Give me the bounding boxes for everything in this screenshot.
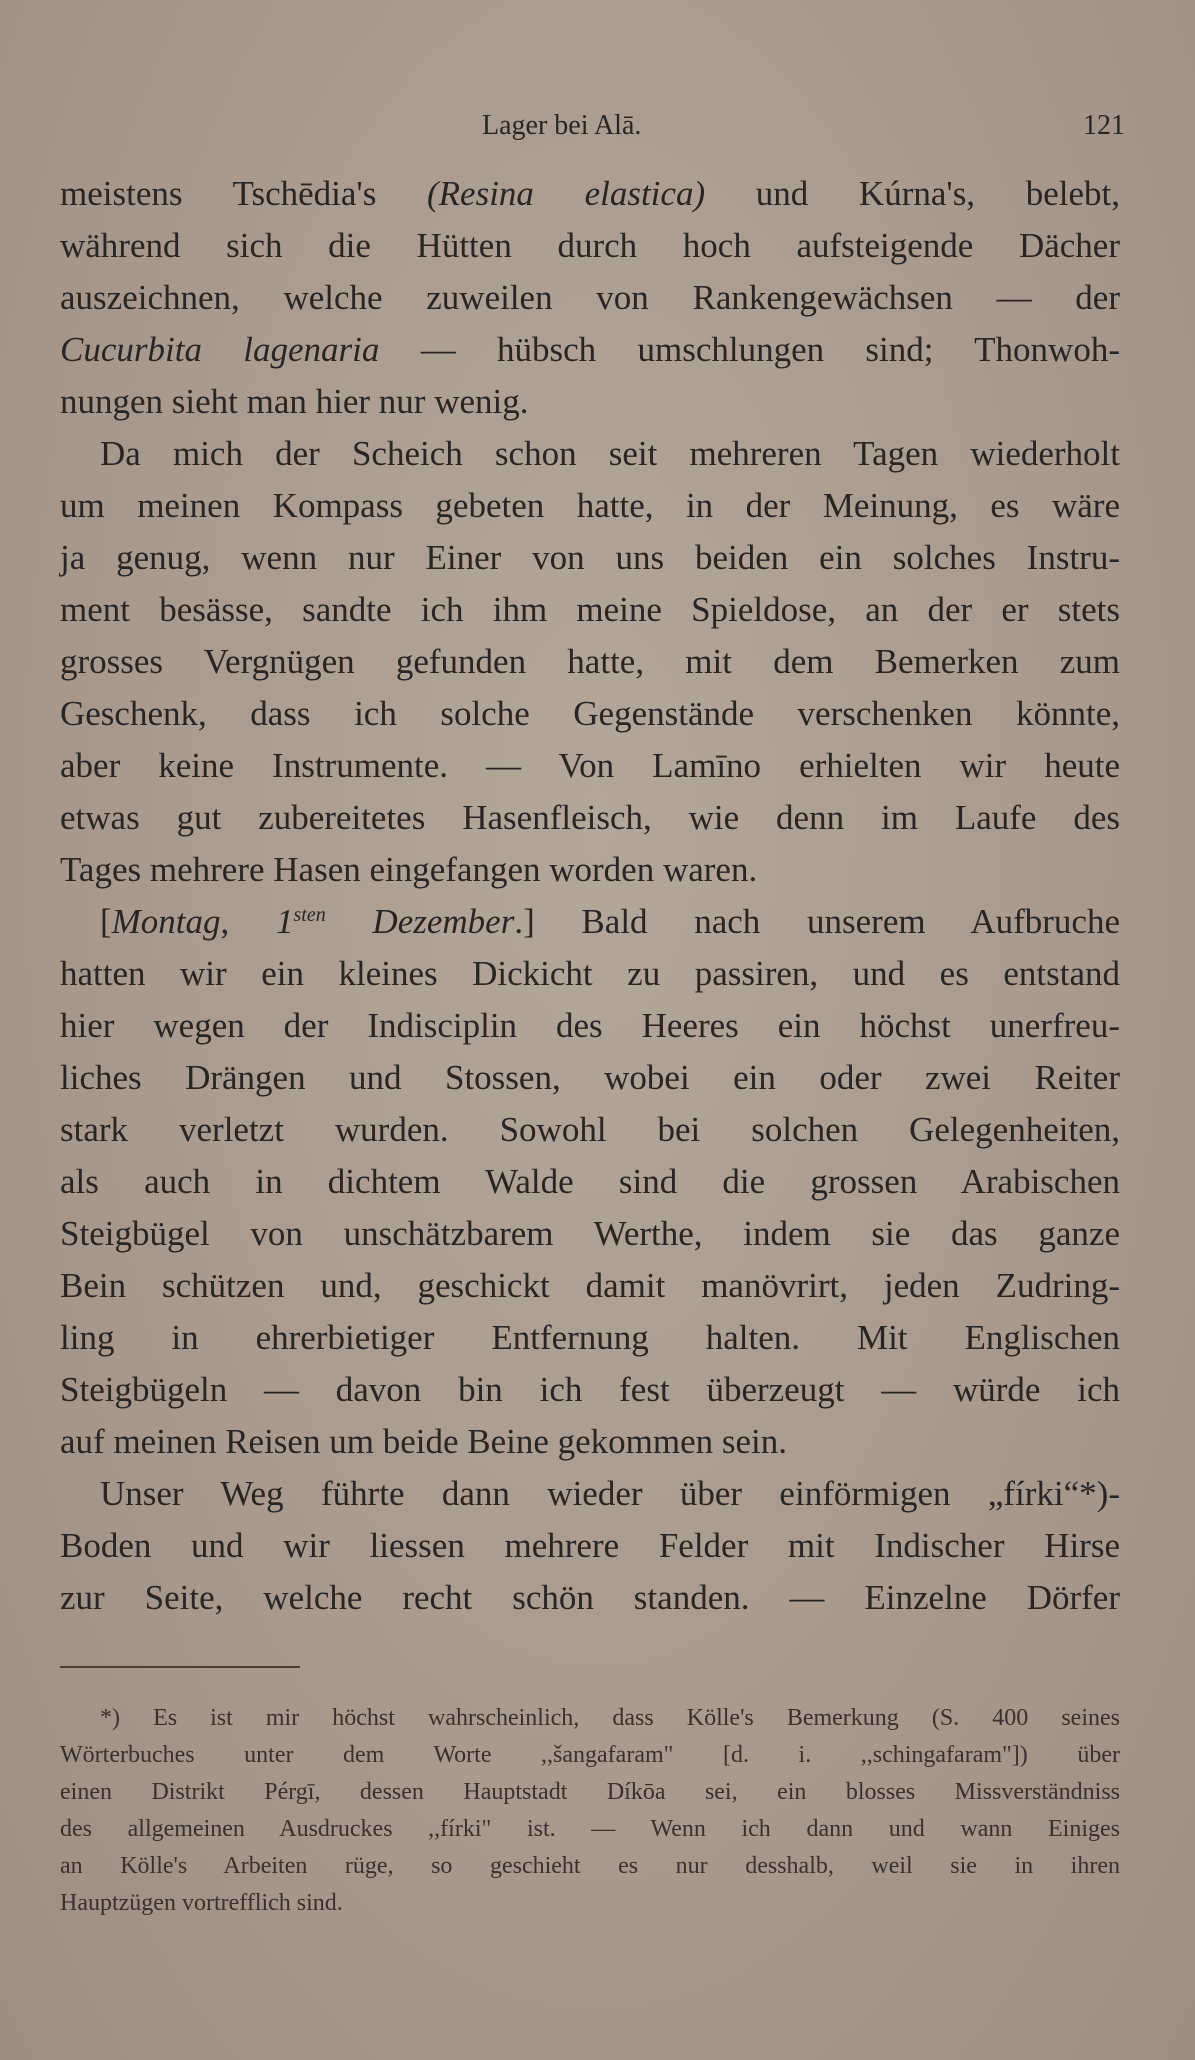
text-line xyxy=(60,532,1120,584)
text-run: Geschenk, dass ich solche Gegenstände verschenken könnte, xyxy=(60,694,1120,733)
text-run: liches Drängen und Stossen, wobei ein oder zwei Reiter xyxy=(60,1058,1120,1097)
text-run: Steigbügel von unschätzbarem Werthe, indem sie das ganze xyxy=(60,1214,1120,1253)
text-line xyxy=(60,168,1120,220)
text-run: Steigbügeln — davon bin ich fest überzeugt — würde ich xyxy=(60,1370,1120,1409)
text-run: Tages mehrere Hasen eingefangen worden waren. xyxy=(60,850,758,889)
text-run: um meinen Kompass gebeten hatte, in der Meinung, es wäre xyxy=(60,486,1120,525)
body-text xyxy=(60,168,1120,1624)
text-line xyxy=(60,948,1120,1000)
text-run: Unser Weg führte dann wieder über einförmigen „fírki“*)- xyxy=(100,1474,1120,1513)
footnote-rule xyxy=(60,1666,300,1668)
text-line xyxy=(60,480,1120,532)
text-run xyxy=(326,902,373,941)
text-line xyxy=(60,1520,1120,1572)
text-line xyxy=(60,1104,1120,1156)
text-run: auszeichnen, welche zuweilen von Rankengewächsen — der xyxy=(60,278,1120,317)
text-run: Da mich der Scheich schon seit mehreren Tagen wiederholt xyxy=(100,434,1120,473)
text-run: hier wegen der Indisciplin des Heeres ein höchst unerfreu- xyxy=(60,1006,1120,1045)
footnote-line: des allgemeinen Ausdruckes ,,fírki" ist. — Wenn ich dann und wann Einiges xyxy=(60,1816,1120,1842)
text-line xyxy=(60,1156,1120,1208)
text-line xyxy=(60,1416,1120,1468)
text-line xyxy=(60,1364,1120,1416)
text-run: nungen sieht man hier nur wenig. xyxy=(60,382,529,421)
text-run: und Kúrna's, belebt, xyxy=(705,174,1120,213)
text-line xyxy=(60,1260,1120,1312)
page-header xyxy=(60,110,1125,150)
text-line xyxy=(60,220,1120,272)
text-run: Bein schützen und, geschickt damit manövrirt, jeden Zudring- xyxy=(60,1266,1120,1305)
text-line xyxy=(60,844,1120,896)
text-run: stark verletzt wurden. Sowohl bei solchen Gelegenheiten, xyxy=(60,1110,1120,1149)
text-line xyxy=(60,272,1120,324)
text-line xyxy=(60,1312,1120,1364)
text-run: auf meinen Reisen um beide Beine gekommen sein. xyxy=(60,1422,788,1461)
text-line xyxy=(60,324,1120,376)
text-line xyxy=(60,688,1120,740)
text-run: etwas gut zubereitetes Hasenfleisch, wie denn im Laufe des xyxy=(60,798,1120,837)
text-line xyxy=(60,1052,1120,1104)
footnote-line: Hauptzügen vortrefflich sind. xyxy=(60,1890,343,1916)
text-line xyxy=(60,1572,1120,1624)
text-line xyxy=(60,376,1120,428)
text-run: hatten wir ein kleines Dickicht zu passiren, und es entstand xyxy=(60,954,1120,993)
text-run: , xyxy=(220,902,276,941)
footnote-line: an Kölle's Arbeiten rüge, so geschieht es nur desshalb, weil sie in ihren xyxy=(60,1853,1120,1879)
text-run: [ xyxy=(100,902,112,941)
italic-run: Cucurbita lagenaria xyxy=(60,330,380,369)
italic-run: 1 xyxy=(276,902,294,941)
superscript-run: sten xyxy=(293,904,326,926)
italic-run: Dezember xyxy=(372,902,515,941)
text-run: meistens Tschēdia's xyxy=(60,174,427,213)
footnote-line: *) Es ist mir höchst wahrscheinlich, dass Kölle's Bemerkung (S. 400 seines xyxy=(100,1705,1120,1731)
text-run: aber keine Instrumente. — Von Lamīno erhielten wir heute xyxy=(60,746,1120,785)
running-title: Lager bei Alā. xyxy=(482,110,642,141)
text-run: ja genug, wenn nur Einer von uns beiden ein solches Instru- xyxy=(60,538,1120,577)
text-line xyxy=(60,1468,1120,1520)
italic-run: Montag xyxy=(111,902,221,941)
text-line xyxy=(60,1208,1120,1260)
text-line xyxy=(60,740,1120,792)
text-line xyxy=(60,792,1120,844)
text-line xyxy=(60,428,1120,480)
text-run: Boden und wir liessen mehrere Felder mit Indischer Hirse xyxy=(60,1526,1120,1565)
text-run: ling in ehrerbietiger Entfernung halten. Mit Englischen xyxy=(60,1318,1120,1357)
text-run: .] Bald nach unserem Aufbruche xyxy=(514,902,1121,941)
text-run: grosses Vergnügen gefunden hatte, mit dem Bemerken zum xyxy=(60,642,1120,681)
footnote xyxy=(60,1700,1120,1922)
text-line xyxy=(60,1000,1120,1052)
text-run: als auch in dichtem Walde sind die grossen Arabischen xyxy=(60,1162,1120,1201)
text-line xyxy=(60,896,1120,948)
footnote-line: Wörterbuches unter dem Worte ,,šangafaram" [d. i. ,,schingafaram"]) über xyxy=(60,1742,1120,1768)
text-line xyxy=(60,584,1120,636)
footnote-line: einen Distrikt Pérgī, dessen Hauptstadt Díkōa sei, ein blosses Missverständniss xyxy=(60,1779,1120,1805)
italic-run: (Resina elastica) xyxy=(427,174,706,213)
text-run: — hübsch umschlungen sind; Thonwoh- xyxy=(379,330,1120,369)
text-run: während sich die Hütten durch hoch aufsteigende Dächer xyxy=(60,226,1120,265)
text-line xyxy=(60,636,1120,688)
text-run: zur Seite, welche recht schön standen. — Einzelne Dörfer xyxy=(60,1578,1120,1617)
page-number: 121 xyxy=(1083,110,1125,141)
text-run: ment besässe, sandte ich ihm meine Spieldose, an der er stets xyxy=(60,590,1120,629)
